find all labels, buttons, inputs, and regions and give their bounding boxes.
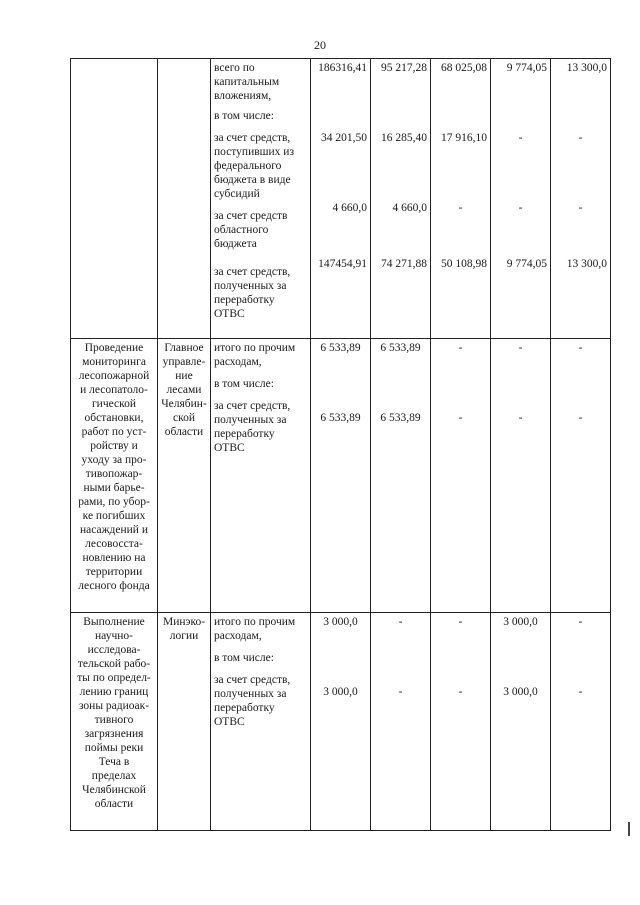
source-otvs: за счет средств, полученных за переработку ОТВС xyxy=(214,400,291,454)
funding-source-cell xyxy=(211,59,311,339)
source-federal: за счет средств, поступивших из федерального бюджета в виде субсидий xyxy=(214,132,294,200)
executor-cell xyxy=(158,59,211,339)
source-otvs: за счет средств, полученных за переработку ОТВС xyxy=(214,674,291,728)
activity-cell xyxy=(71,59,158,339)
amount-total: 13 300,0 xyxy=(566,62,607,74)
amount-total: - xyxy=(518,342,523,354)
amount-federal: 34 201,50 xyxy=(321,132,367,144)
amount-regional: - xyxy=(458,202,463,214)
amount-total: 3 000,0 xyxy=(503,616,538,628)
budget-table xyxy=(70,58,611,831)
amount-total: - xyxy=(578,342,583,354)
amount-total: - xyxy=(578,616,583,628)
amount-total: - xyxy=(458,616,463,628)
amount-total: 6 533,89 xyxy=(320,342,361,354)
amount-regional: - xyxy=(518,202,523,214)
source-including: в том числе: xyxy=(214,110,274,122)
source-total: всего по капитальным вложениям, xyxy=(214,62,280,102)
amount-total: 3 000,0 xyxy=(323,616,358,628)
amount-cell xyxy=(431,613,491,831)
amount-otvs: 13 300,0 xyxy=(566,258,607,270)
table-row xyxy=(71,339,611,613)
executor-cell: Минэко- логии xyxy=(158,613,211,831)
amount-cell xyxy=(431,59,491,339)
amount-total: - xyxy=(458,342,463,354)
amount-otvs: - xyxy=(578,686,583,698)
amount-otvs: - xyxy=(458,686,463,698)
amount-cell xyxy=(551,613,611,831)
amount-otvs: - xyxy=(458,412,463,424)
amount-otvs: - xyxy=(578,412,583,424)
amount-otvs: 6 533,89 xyxy=(320,412,361,424)
amount-total: 9 774,05 xyxy=(506,62,547,74)
amount-cell xyxy=(551,339,611,613)
amount-otvs: 9 774,05 xyxy=(506,258,547,270)
amount-otvs: 50 108,98 xyxy=(441,258,487,270)
amount-cell xyxy=(551,59,611,339)
funding-source-cell xyxy=(211,339,311,613)
amount-total: 6 533,89 xyxy=(380,342,421,354)
amount-cell xyxy=(311,59,371,339)
source-total: итого по прочим расходам, xyxy=(214,342,296,368)
table-row xyxy=(71,59,611,339)
margin-mark xyxy=(628,822,630,836)
amount-total: 95 217,28 xyxy=(381,62,427,74)
source-regional: за счет средств областного бюджета xyxy=(214,210,288,250)
amount-regional: - xyxy=(578,202,583,214)
amount-cell xyxy=(371,339,431,613)
amount-cell xyxy=(311,339,371,613)
amount-total: - xyxy=(398,616,403,628)
amount-cell xyxy=(491,613,551,831)
source-total: итого по прочим расходам, xyxy=(214,616,296,642)
amount-otvs: 74 271,88 xyxy=(381,258,427,270)
funding-source-cell xyxy=(211,613,311,831)
amount-regional: 4 660,0 xyxy=(332,202,367,214)
amount-otvs: 6 533,89 xyxy=(380,412,421,424)
activity-cell: Выполнение научно- исследова- тельской рабо- ты по определ- лению границ зоны радиоак- тивного загрязнения поймы реки Теча в пределах Челябинской области xyxy=(71,613,158,831)
amount-otvs: - xyxy=(518,412,523,424)
activity-cell: Проведение мониторинга лесопожарной и лесопатоло- гической обстановки, работ по уст- ройству и уходу за про- тивопожар- ными барье- рами, по убор- ке погибших насаждений и лесовосста- новлению на территории лесного фонда xyxy=(71,339,158,613)
source-including: в том числе: xyxy=(214,378,274,390)
amount-cell xyxy=(491,339,551,613)
amount-otvs: 3 000,0 xyxy=(503,686,538,698)
amount-otvs: 3 000,0 xyxy=(323,686,358,698)
amount-federal: 16 285,40 xyxy=(381,132,427,144)
amount-total: 68 025,08 xyxy=(441,62,487,74)
source-including: в том числе: xyxy=(214,652,274,664)
amount-cell xyxy=(311,613,371,831)
amount-cell xyxy=(371,613,431,831)
amount-otvs: - xyxy=(398,686,403,698)
amount-federal: - xyxy=(518,132,523,144)
amount-cell xyxy=(431,339,491,613)
amount-cell xyxy=(371,59,431,339)
amount-regional: 4 660,0 xyxy=(392,202,427,214)
amount-total: 186316,41 xyxy=(318,62,367,74)
source-otvs: за счет средств, полученных за переработку ОТВС xyxy=(214,266,291,320)
page-number: 20 xyxy=(314,38,326,52)
amount-otvs: 147454,91 xyxy=(318,258,367,270)
amount-cell xyxy=(491,59,551,339)
executor-cell: Главное управле- ние лесами Челябин- ской области xyxy=(158,339,211,613)
table-row xyxy=(71,613,611,831)
amount-federal: 17 916,10 xyxy=(441,132,487,144)
amount-federal: - xyxy=(578,132,583,144)
